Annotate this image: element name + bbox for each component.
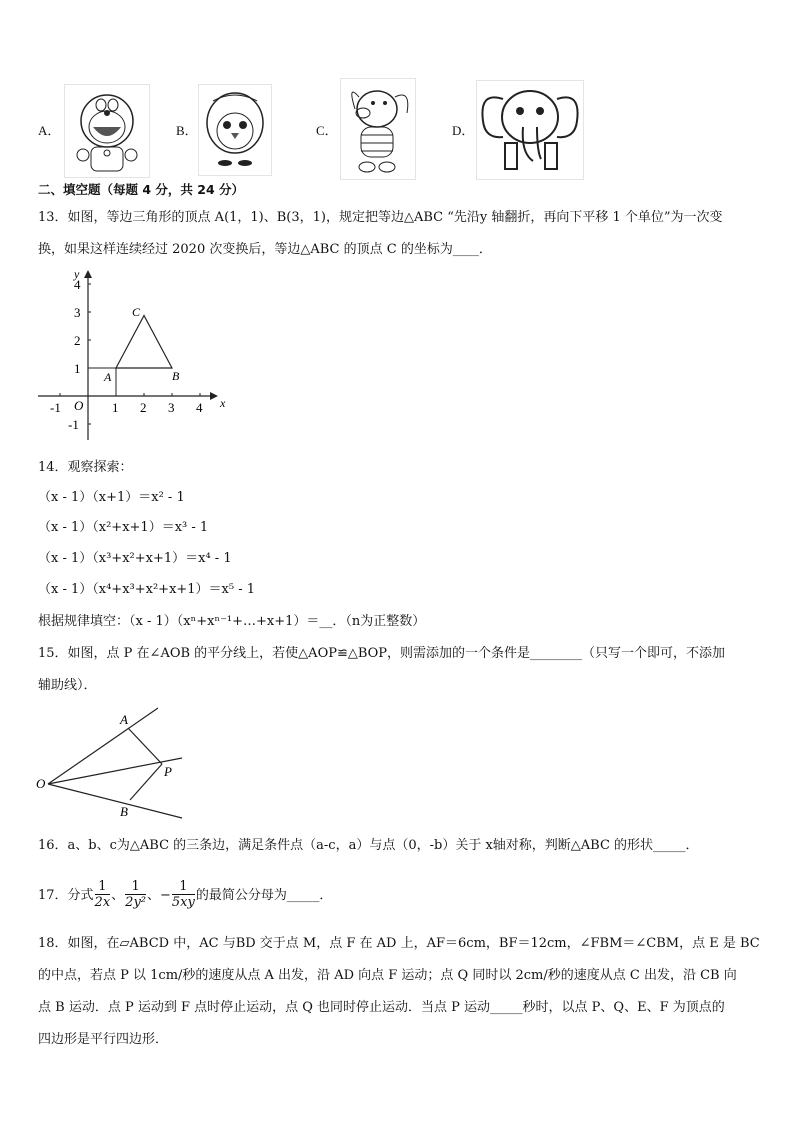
q18-line3: 点 B 运动．点 P 运动到 F 点时停止运动，点 Q 也同时停止运动．当点 P 运动_____秒时，以点 P、Q、E、F 为顶点的 <box>38 1000 725 1015</box>
separator: 、− <box>147 888 171 903</box>
q15-line1: 15．如图，点 P 在∠AOB 的平分线上，若使△AOP≌△BOP，则需添加的一个条件是________（只写一个即可，不添加 <box>38 646 726 661</box>
q13-coordinate-graph <box>34 264 224 448</box>
option-a-label: A． <box>38 123 61 138</box>
q15-angle-figure <box>32 700 202 832</box>
y-axis-label: y <box>74 267 80 281</box>
q14-equation-1: （x - 1）（x+1）＝x² - 1 <box>38 490 185 505</box>
point-b-label: B <box>172 369 180 383</box>
x-tick-label: 3 <box>168 400 175 415</box>
point-a-label: A <box>120 712 128 727</box>
y-tick-label: -1 <box>68 417 79 432</box>
triangle-abc <box>116 316 172 369</box>
y-axis-arrow-icon <box>84 270 92 278</box>
y-tick-label: 4 <box>74 277 81 292</box>
x-tick-label: -1 <box>50 400 61 415</box>
option-c-label: C． <box>316 123 338 138</box>
separator: 、 <box>111 888 125 903</box>
point-b-label: B <box>120 804 128 819</box>
point-a-label: A <box>104 370 112 384</box>
q17-prefix: 17．分式 <box>38 888 94 903</box>
q13-line2: 换，如果这样连续经过 2020 次变换后，等边△ABC 的顶点 C 的坐标为____． <box>38 242 492 257</box>
q14-equation-3: （x - 1）（x³+x²+x+1）＝x⁴ - 1 <box>38 551 232 566</box>
option-d-label: D． <box>452 123 475 138</box>
q14-equation-2: （x - 1）（x²+x+1）＝x³ - 1 <box>38 520 209 535</box>
q17-suffix: 的最简公分母为_____． <box>195 888 333 903</box>
x-tick-label: 1 <box>112 400 119 415</box>
fraction-2: $\frac{1}{\text{2y²}}$ <box>125 879 146 910</box>
option-d-image <box>476 80 584 180</box>
x-tick-label: 4 <box>196 400 203 415</box>
point-c-label: C <box>132 305 141 319</box>
option-b-image <box>198 84 272 176</box>
y-tick-label: 3 <box>74 305 81 320</box>
q17-text <box>38 874 332 918</box>
option-b-label: B． <box>176 123 198 138</box>
option-a-image <box>64 84 150 178</box>
q14-fill-prompt: 根据规律填空：（x - 1）（xⁿ+xⁿ⁻¹+…+x+1）＝__．（n为正整数） <box>38 614 426 629</box>
y-tick-label: 1 <box>74 361 81 376</box>
fraction-3: $\frac{1}{5xy}$ <box>171 879 195 910</box>
fraction-1: $\frac{1}{2x}$ <box>94 879 111 910</box>
vertex-o-label: O <box>36 776 46 791</box>
x-tick-label: 2 <box>140 400 147 415</box>
x-axis-arrow-icon <box>210 392 218 400</box>
x-axis-label: x <box>220 396 226 410</box>
origin-label: O <box>74 398 84 413</box>
q15-line2: 辅助线）． <box>38 678 97 693</box>
option-c-image <box>340 78 416 180</box>
point-p-label: P <box>164 764 172 779</box>
q13-line1: 13．如图，等边三角形的顶点 A(1，1)、B(3，1)，规定把等边△ABC “先沿y 轴翻折，再向下平移 1 个单位”为一次变 <box>38 210 723 225</box>
q18-line4: 四边形是平行四边形． <box>38 1032 169 1047</box>
q18-line1: 18．如图，在▱ABCD 中，AC 与BD 交于点 M，点 F 在 AD 上，AF＝6cm，BF＝12cm，∠FBM＝∠CBM，点 E 是 BC <box>38 936 760 951</box>
q18-line2: 的中点，若点 P 以 1cm/秒的速度从点 A 出发，沿 AD 向点 F 运动；点 Q 同时以 2cm/秒的速度从点 C 出发，沿 CB 向 <box>38 968 737 983</box>
q14-title: 14．观察探索： <box>38 460 133 475</box>
q14-equation-4: （x - 1）（x⁴+x³+x²+x+1）＝x⁵ - 1 <box>38 582 256 597</box>
y-tick-label: 2 <box>74 333 81 348</box>
section-title: 二、填空题（每题 4 分，共 24 分） <box>38 182 245 197</box>
q16-text: 16．a、b、c为△ABC 的三条边，满足条件点（a-c，a）与点（0，-b）关于 x轴对称，判断△ABC 的形状_____． <box>38 838 699 853</box>
